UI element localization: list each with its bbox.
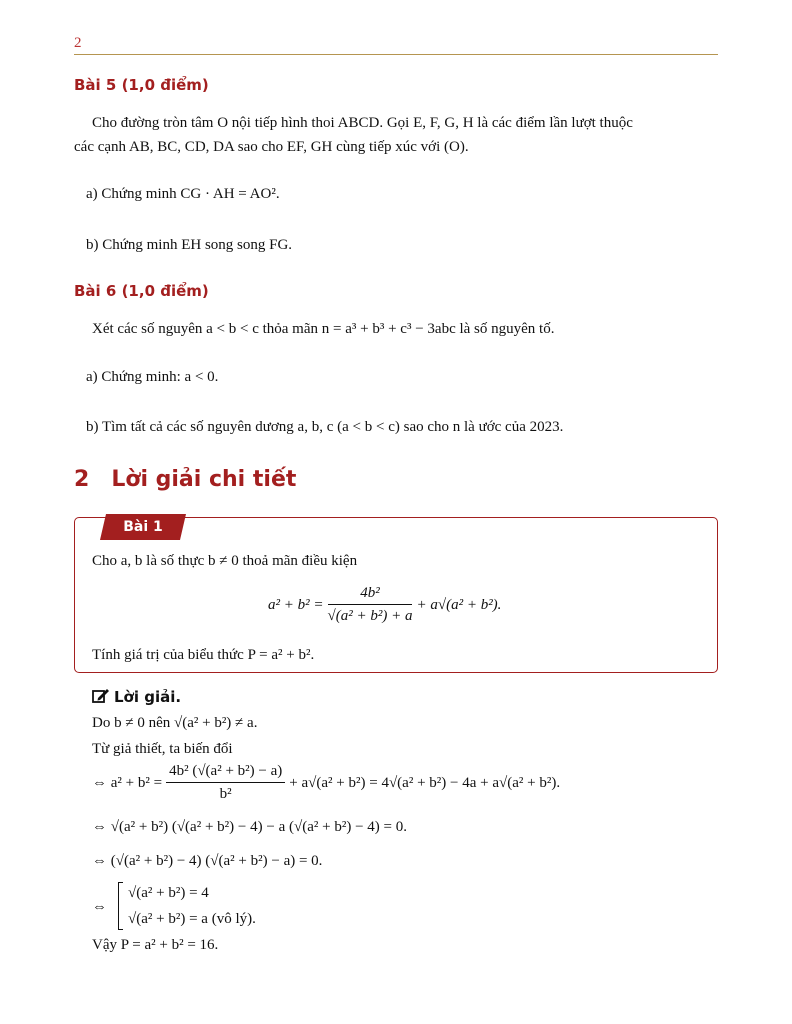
line3-fraction xyxy=(166,762,285,803)
solution-line-2: Từ giả thiết, ta biến đổi xyxy=(92,741,233,757)
bai6-paragraph: Xét các số nguyên a < b < c thỏa mãn n = a³ + b³ + c³ − 3abc là số nguyên tố. xyxy=(92,321,555,337)
problem-question: Tính giá trị của biểu thức P = a² + b². xyxy=(92,647,315,663)
solution-case-2: √(a² + b²) = a (vô lý). xyxy=(128,911,256,927)
solution-line-3 xyxy=(92,762,560,803)
bai5-paragraph-line1: Cho đường tròn tâm O nội tiếp hình thoi ABCD. Gọi E, F, G, H là các điểm lần lượt thuộc xyxy=(92,115,633,131)
equation-denominator: √(a² + b²) + a xyxy=(327,608,413,624)
section-title: Lời giải chi tiết xyxy=(111,467,297,492)
page-number: 2 xyxy=(74,35,82,51)
line3-denominator: b² xyxy=(219,786,232,802)
edit-icon xyxy=(92,688,110,704)
section-number: 2 xyxy=(74,467,90,492)
line3-left: ⇔ a² + b² = xyxy=(92,774,163,791)
line3-right: + a√(a² + b²) = 4√(a² + b²) − 4a + a√(a² + b²). xyxy=(289,774,561,791)
solution-line-5: ⇔ (√(a² + b²) − 4) (√(a² + b²) − a) = 0. xyxy=(92,853,323,869)
equation-left: a² + b² = xyxy=(268,596,324,613)
solution-line-6-arrow: ⇔ xyxy=(92,899,107,915)
header-rule xyxy=(74,54,718,55)
equation-fraction xyxy=(328,584,413,625)
line3-numerator: 4b² (√(a² + b²) − a) xyxy=(166,762,285,783)
problem-tab-label: Bài 1 xyxy=(123,519,163,535)
problem-equation xyxy=(268,584,501,625)
problem-statement: Cho a, b là số thực b ≠ 0 thoả mãn điều kiện xyxy=(92,553,358,569)
section-heading xyxy=(74,467,296,493)
solution-conclusion: Vậy P = a² + b² = 16. xyxy=(92,937,219,953)
solution-case-1: √(a² + b²) = 4 xyxy=(128,885,209,901)
bai5-part-b: b) Chứng minh EH song song FG. xyxy=(86,237,293,253)
solution-title: Lời giải. xyxy=(114,688,182,706)
solution-line-1: Do b ≠ 0 nên √(a² + b²) ≠ a. xyxy=(92,715,258,731)
bai6-part-b: b) Tìm tất cả các số nguyên dương a, b, c (a < b < c) sao cho n là ước của 2023. xyxy=(86,419,564,435)
bai5-title: Bài 5 (1,0 điểm) xyxy=(74,76,209,94)
bai5-part-a: a) Chứng minh CG · AH = AO². xyxy=(86,186,280,202)
problem-tab xyxy=(100,514,186,540)
case-bracket xyxy=(118,882,123,930)
bai6-title: Bài 6 (1,0 điểm) xyxy=(74,282,209,300)
solution-heading xyxy=(92,688,181,706)
bai5-paragraph-line2: các cạnh AB, BC, CD, DA sao cho EF, GH cùng tiếp xúc với (O). xyxy=(74,139,469,155)
equation-numerator: 4b² xyxy=(328,584,413,605)
equation-right: + a√(a² + b²). xyxy=(416,596,502,613)
solution-line-4: ⇔ √(a² + b²) (√(a² + b²) − 4) − a (√(a² + b²) − 4) = 0. xyxy=(92,819,407,835)
bai6-part-a: a) Chứng minh: a < 0. xyxy=(86,369,219,385)
